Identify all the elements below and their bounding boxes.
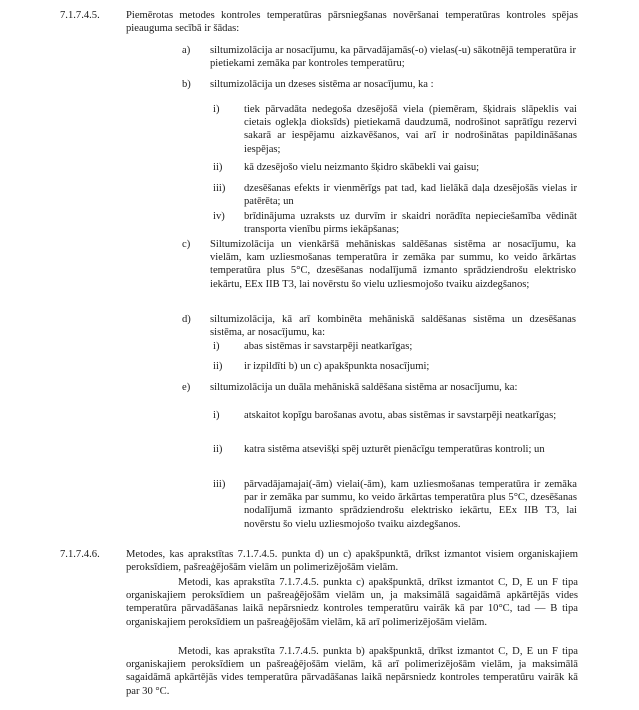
- subitem-label-e-iii: iii): [213, 479, 226, 490]
- subitem-label-b-i: i): [213, 104, 220, 115]
- section-intro: Piemērotas metodes kontroles temperatūras pārsniegšanas novēršanai temperatūras kontroles spējas pieauguma secībā ir šādas:: [126, 10, 578, 35]
- subitem-label-e-i: i): [213, 410, 220, 421]
- section-number: 7.1.7.4.6.: [60, 549, 100, 560]
- subitem-text-d-ii: ir izpildīti b) un c) apakšpunkta nosacījumi;: [244, 361, 430, 372]
- item-text-c: Siltumizolācija un vienkāršā mehāniskas saldēšanas sistēma ar nosacījumu, ka vielām, kam uzliesmošanas temperatūra ir zemāka par summu, ko veido ārkārtas temperatūra plus 5°C, dzesēšanas nodalījumā izmanto sprādziendrošu elektrisko iekārtu, EEx IIB T3, lai novērstu šo vielu uzliesmojošo tvaiku aizdegšanos;: [210, 239, 576, 290]
- subitem-text-b-ii: kā dzesējošo vielu neizmanto šķidro skābekli vai gaisu;: [244, 162, 480, 173]
- item-label-b: b): [182, 79, 191, 90]
- subitem-label-b-iii: iii): [213, 183, 226, 194]
- item-text-e: siltumizolācija un duāla mehāniskā saldēšana sistēma ar nosacījumu, ka:: [210, 382, 518, 393]
- subitem-text-e-i: atskaitot kopīgu barošanas avotu, abas sistēmas ir savstarpēji neatkarīgas;: [244, 410, 557, 421]
- subitem-label-d-ii: ii): [213, 361, 223, 372]
- item-text-d: siltumizolācija, kā arī kombinēta mehāniskā saldēšanas sistēma un dzesēšanas sistēma, ar nosacījumu, ka:: [210, 314, 576, 339]
- subitem-label-b-ii: ii): [213, 162, 223, 173]
- subitem-text-b-iv: brīdinājuma uzraksts uz durvīm ir skaidri norādīta nepieciešamība vēdināt transporta vienību pirms iekāpšanas;: [244, 211, 577, 236]
- subitem-text-b-iii: dzesēšanas efekts ir vienmērīgs pat tad, kad lielākā daļa dzesējošās vielas ir patērēta; un: [244, 183, 577, 208]
- section-number: 7.1.7.4.5.: [60, 10, 100, 21]
- section-paragraph: Metodi, kas aprakstīta 7.1.7.4.5. punkta c) apakšpunktā, drīkst izmantot C, D, E un F tipa organiskajiem peroksīdiem un pašreaģējošām vielām un, ja maksimālā sagaidāmā apkārtējās vides temperatūra pārvadāšanas laikā nepārsniedz kontroles temperatūru vairāk kā par 10°C, tad — B tipa organiskajiem peroksīdiem un pašreaģējošām vielām, kā arī polimerizējošām vielām.: [126, 577, 578, 628]
- item-label-a: a): [182, 45, 191, 56]
- subitem-text-d-i: abas sistēmas ir savstarpēji neatkarīgas;: [244, 341, 413, 352]
- item-label-d: d): [182, 314, 191, 325]
- item-label-c: c): [182, 239, 191, 250]
- item-text-b: siltumizolācija un dzeses sistēma ar nosacījumu, ka :: [210, 79, 434, 90]
- section-intro: Metodes, kas aprakstītas 7.1.7.4.5. punkta d) un c) apakšpunktā, drīkst izmantot visiem organiskajiem peroksīdiem, pašreaģējošām vielām un polimerizējošām vielām.: [126, 549, 578, 574]
- subitem-text-e-iii: pārvadājamajai(-ām) vielai(-ām), kam uzliesmošanas temperatūra ir zemāka par ir zemāka par summu, ko veido ārkārtas temperatūra plus 5°C, dzesēšanas nodalījumā izmanto sprādziendrošu elektrisko iekārtu, EEx IIB T3, lai novērstu šo vielu uzliesmojošo tvaiku aizdegšanos.: [244, 479, 577, 530]
- section-paragraph: Metodi, kas aprakstīta 7.1.7.4.5. punkta b) apakšpunktā, drīkst izmantot C, D, E un F tipa organiskajiem peroksīdiem un pašreaģējošām vielām, kā arī polimerizējošām vielām, ja maksimālā sagaidāmā apkārtējās vides temperatūra pārvadāšanas laikā nepārsniedz kontroles temperatūru vairāk kā par 30 °C.: [126, 646, 578, 697]
- item-label-e: e): [182, 382, 191, 393]
- subitem-label-e-ii: ii): [213, 444, 223, 455]
- subitem-label-d-i: i): [213, 341, 220, 352]
- subitem-text-e-ii: katra sistēma atsevišķi spēj uzturēt pienācīgu temperatūras kontroli; un: [244, 444, 545, 455]
- subitem-label-b-iv: iv): [213, 211, 225, 222]
- subitem-text-b-i: tiek pārvadāta nedegoša dzesējošā viela (piemēram, šķidrais slāpeklis vai cietais oglekļa dioksīds) pietiekamā daudzumā, nodrošinot saprātīgu rezervi sakarā ar iespējamu aizkavēšanos, vai arī ir nodrošinātas papildināšanas iespējas;: [244, 104, 577, 155]
- item-text-a: siltumizolācija ar nosacījumu, ka pārvadājamās(-o) vielas(-u) sākotnējā temperatūra ir pietiekami zemāka par kontroles temperatūru;: [210, 45, 576, 70]
